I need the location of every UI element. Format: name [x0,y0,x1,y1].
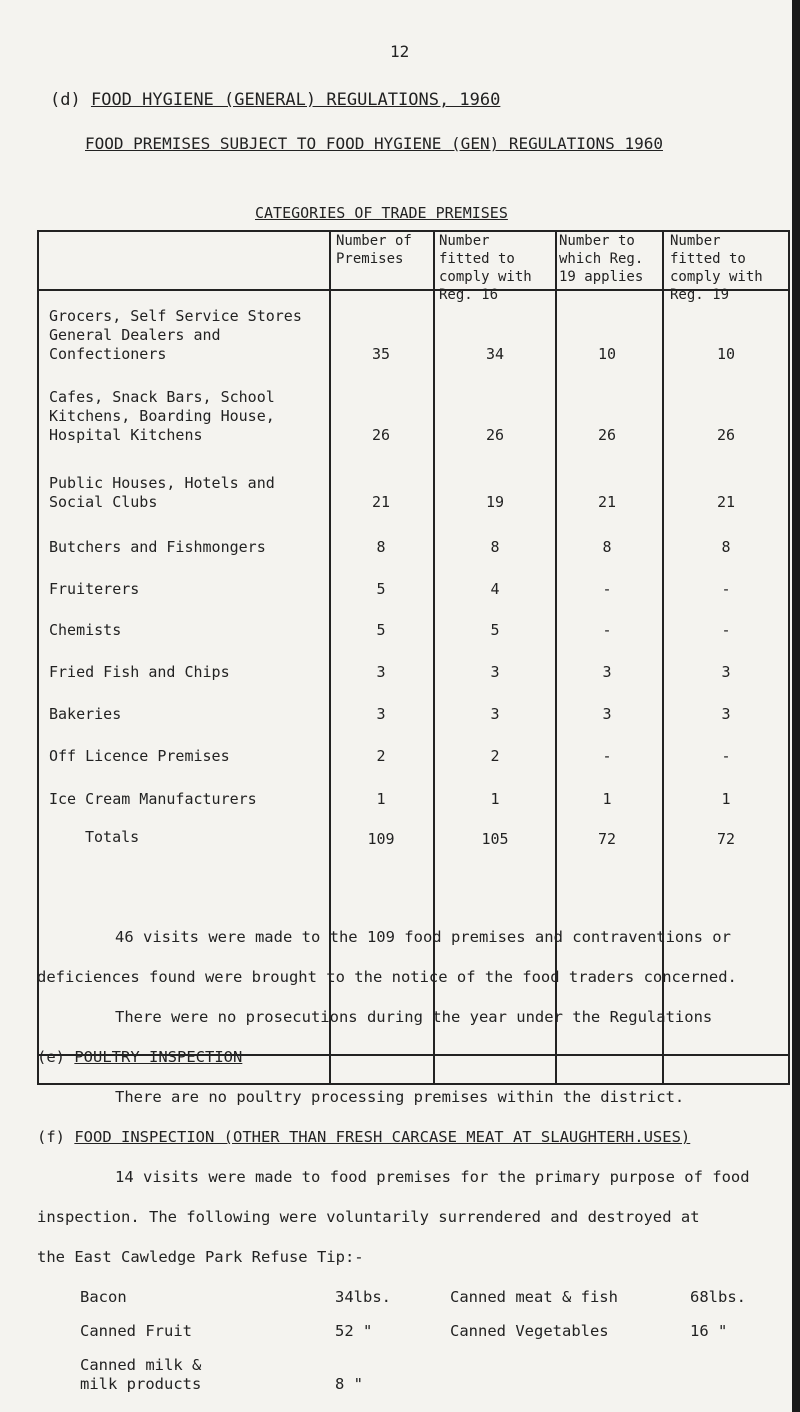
section-e-text: There are no poultry processing premises within the district. [115,1088,685,1106]
cell: 3 [721,705,731,723]
table-left-rule [37,230,39,1085]
cell: 3 [602,663,612,681]
table-bottom-rule [37,1083,790,1085]
cell: 1 [602,790,612,808]
cell: 26 [371,426,391,444]
cell: 8 [602,538,612,556]
food-item: Bacon [80,1288,127,1306]
totals-label: Totals [85,828,140,846]
cell: 3 [490,663,500,681]
page-number: 12 [390,42,410,61]
cell: 5 [490,621,500,639]
row-label-butchers: Butchers and Fishmongers [49,538,266,556]
header-reg19-applies: Number to which Reg. 19 applies [559,233,644,285]
cell: 3 [721,663,731,681]
table-right-rule [788,230,790,1085]
table-title: CATEGORIES OF TRADE PREMISES [255,204,508,222]
food-item: Canned milk & milk products [80,1356,202,1393]
visits-line-1: 46 visits were made to the 109 food premises and contraventions or [115,928,731,946]
row-label-fruiterers: Fruiterers [49,580,140,598]
section-d-title: FOOD HYGIENE (GENERAL) REGULATIONS, 1960 [90,90,501,110]
row-label-bakeries: Bakeries [49,705,122,723]
cell: 34 [485,345,505,363]
cell: 26 [485,426,505,444]
food-item: Canned Fruit [80,1322,192,1340]
totals-cell: 72 [597,830,617,848]
cell: 3 [490,705,500,723]
cell: 21 [716,493,736,511]
section-f-title: FOOD INSPECTION (OTHER THAN FRESH CARCASE MEAT AT SLAUGHTERH.USES) [74,1128,691,1146]
cell: 35 [371,345,391,363]
cell: 2 [490,747,500,765]
food-qty: 68lbs. [690,1288,746,1306]
prosecutions-text: There were no prosecutions during the year under the Regulations [115,1008,713,1026]
cell: 10 [716,345,736,363]
row-label-public-houses: Public Houses, Hotels and Social Clubs [49,474,275,511]
cell: - [602,621,612,639]
section-e-label: (e) [37,1048,65,1066]
row-label-off-licence: Off Licence Premises [49,747,230,765]
header-fitted-reg16: Number fitted to comply with Reg. 16 [439,233,532,303]
section-d-subtitle: FOOD PREMISES SUBJECT TO FOOD HYGIENE (GEN) REGULATIONS 1960 [85,134,663,153]
page-edge [792,0,800,1412]
cell: 10 [597,345,617,363]
cell: 8 [376,538,386,556]
totals-cell: 72 [716,830,736,848]
food-qty: 8 " [335,1375,363,1393]
cell: - [721,621,731,639]
cell: 8 [490,538,500,556]
cell: 1 [490,790,500,808]
section-f-line-1: 14 visits were made to food premises for the primary purpose of food [115,1168,750,1186]
section-e-heading [37,1048,242,1066]
section-d-heading [50,90,500,110]
row-label-cafes: Cafes, Snack Bars, School Kitchens, Boarding House, Hospital Kitchens [49,388,275,444]
cell: - [721,747,731,765]
header-fitted-reg19: Number fitted to comply with Reg. 19 [670,233,763,303]
cell: 3 [376,663,386,681]
food-item: Canned Vegetables [450,1322,609,1340]
cell: 3 [602,705,612,723]
section-f-label: (f) [37,1128,65,1146]
totals-cell: 109 [367,830,395,848]
row-label-ice-cream: Ice Cream Manufacturers [49,790,257,808]
row-label-grocers: Grocers, Self Service Stores General Dealers and Confectioners [49,307,302,363]
cell: 1 [376,790,386,808]
section-e-title: POULTRY INSPECTION [74,1048,243,1066]
col-rule-1 [329,230,331,1085]
section-f-line-3: the East Cawledge Park Refuse Tip:- [37,1248,364,1266]
food-qty: 34lbs. [335,1288,391,1306]
cell: - [602,580,612,598]
cell: 8 [721,538,731,556]
section-f-heading [37,1128,690,1146]
cell: 19 [485,493,505,511]
cell: 21 [371,493,391,511]
cell: 2 [376,747,386,765]
col-rule-3 [555,230,557,1085]
cell: 3 [376,705,386,723]
food-qty: 52 " [335,1322,373,1340]
row-label-chemists: Chemists [49,621,122,639]
col-rule-4 [662,230,664,1085]
row-label-fried-fish: Fried Fish and Chips [49,663,230,681]
col-rule-2 [433,230,435,1085]
cell: - [721,580,731,598]
cell: 21 [597,493,617,511]
header-premises: Number of Premises [336,233,412,267]
section-f-line-2: inspection. The following were voluntarily surrendered and destroyed at [37,1208,700,1226]
cell: 5 [376,580,386,598]
cell: - [602,747,612,765]
cell: 4 [490,580,500,598]
food-item: Canned meat & fish [450,1288,618,1306]
food-qty: 16 " [690,1322,728,1340]
cell: 26 [597,426,617,444]
totals-cell: 105 [481,830,509,848]
section-d-label: (d) [50,90,81,110]
cell: 5 [376,621,386,639]
cell: 26 [716,426,736,444]
visits-line-2: deficiences found were brought to the notice of the food traders concerned. [37,968,737,986]
cell: 1 [721,790,731,808]
